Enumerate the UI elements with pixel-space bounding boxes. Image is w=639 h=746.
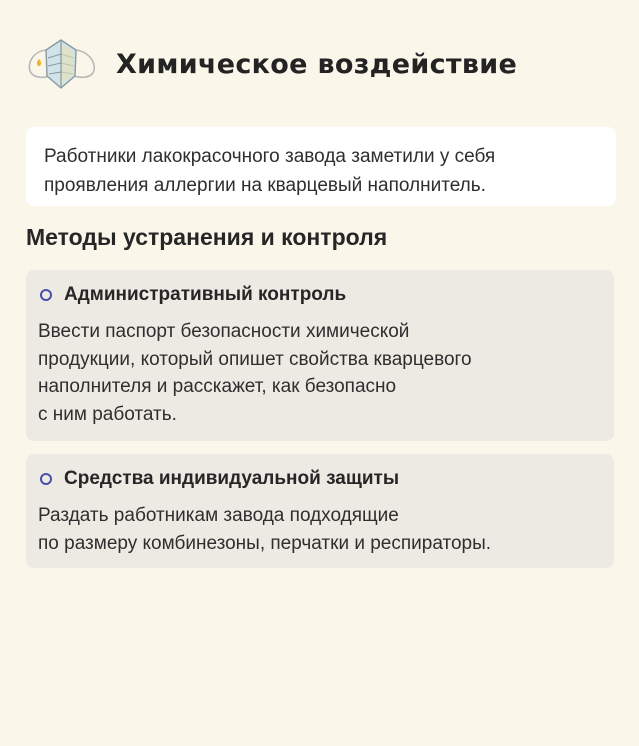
card-title-row [38, 466, 602, 492]
card-title-row [38, 282, 602, 308]
card-text-line: наполнителя и расскажет, как безопасно [38, 376, 397, 397]
card-administrative-control [26, 270, 614, 441]
protective-mask-icon [22, 36, 100, 92]
intro-line: Работники лакокрасочного завода заметили у себя [44, 146, 496, 167]
card-text [38, 318, 602, 428]
card-personal-protection [26, 454, 614, 568]
page-header [22, 36, 517, 92]
bullet-icon [40, 289, 52, 301]
page-title: Химическое воздействие [116, 48, 518, 80]
card-text-line: с ним работать. [38, 403, 177, 425]
section-heading: Методы устранения и контроля [26, 224, 388, 250]
card-text-line: по размеру комбинезоны, перчатки и респираторы. [38, 532, 492, 554]
card-text-line: продукции, который опишет свойства кварцевого [38, 348, 472, 370]
intro-box [26, 127, 616, 206]
card-text-line: Ввести паспорт безопасности химической [38, 321, 410, 342]
bullet-icon [40, 473, 52, 485]
card-text [38, 502, 602, 557]
card-title: Административный контроль [64, 284, 347, 305]
intro-line: проявления аллергии на кварцевый наполнитель. [44, 175, 486, 196]
card-text-line: Раздать работникам завода подходящие [38, 505, 399, 526]
card-title: Средства индивидуальной защиты [64, 468, 400, 489]
